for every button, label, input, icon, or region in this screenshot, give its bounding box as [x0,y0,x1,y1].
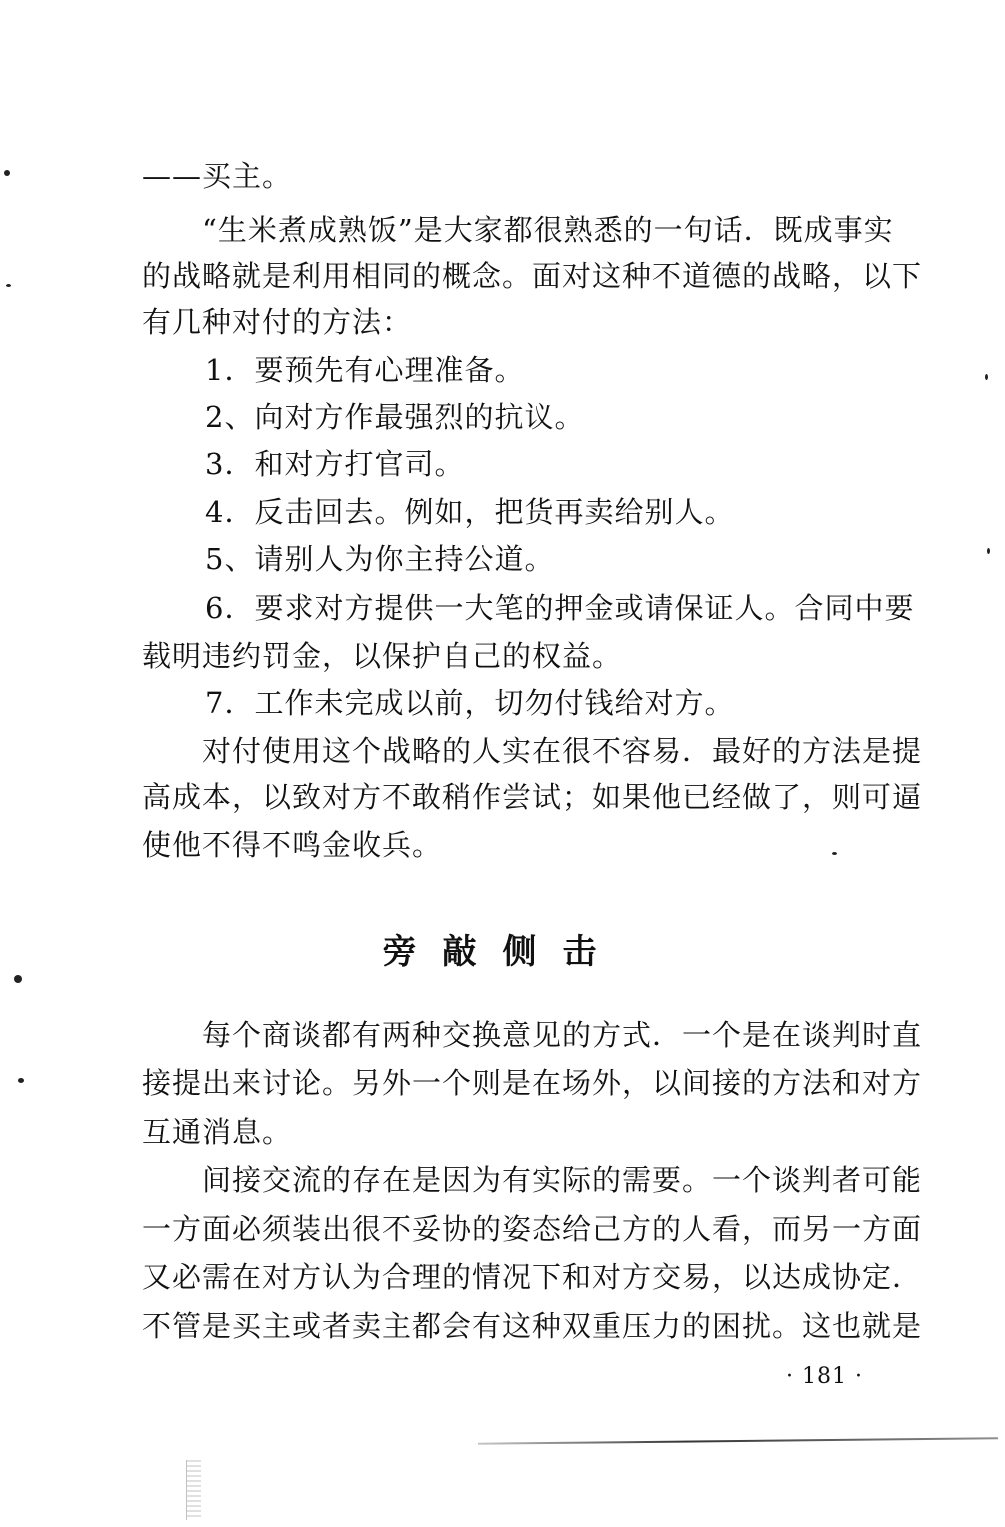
list-item: 1．要预先有心理准备。 [205,353,525,387]
text-line: 不管是买主或者卖主都会有这种双重压力的困扰。这也就是 [142,1309,923,1343]
text-line: “生米煮成熟饭”是大家都很熟悉的一句话．既成事实 [202,213,894,247]
text-line: 间接交流的存在是因为有实际的需要。一个谈判者可能 [202,1163,923,1197]
scan-edge-mark [186,1460,201,1520]
text-line: 高成本，以致对方不敢稍作尝试；如果他已经做了，则可逼 [142,780,923,814]
section-title: 旁敲侧击 [382,932,623,972]
list-item: 2、向对方作最强烈的抗议。 [205,400,585,434]
text-line: ——买主。 [142,159,293,193]
scan-speck [6,284,11,287]
text-line: 每个商谈都有两种交换意见的方式．一个是在谈判时直 [202,1018,923,1052]
scan-speck [14,975,22,983]
list-item: 7．工作未完成以前，切勿付钱给对方。 [205,686,735,720]
text-line: 接提出来讨论。另外一个则是在场外，以间接的方法和对方 [142,1066,923,1100]
scan-edge-line [478,1437,998,1444]
text-line: 载明违约罚金，以保护自己的权益。 [142,639,623,673]
text-line: 使他不得不鸣金收兵。 [142,828,443,862]
text-line: 又必需在对方认为合理的情况下和对方交易，以达成协定． [142,1260,923,1294]
text-line: 的战略就是利用相同的概念。面对这种不道德的战略，以下 [142,259,923,293]
list-item: 3．和对方打官司。 [205,447,465,481]
page-number: · 181 · [786,1364,863,1389]
scan-speck [832,852,837,855]
text-line: 对付使用这个战略的人实在很不容易．最好的方法是提 [202,734,923,768]
scan-speck [985,374,988,380]
scan-speck [987,548,990,554]
text-line: 互通消息。 [142,1115,293,1149]
list-item: 4．反击回去。例如，把货再卖给别人。 [205,495,735,529]
text-line: 一方面必须装出很不妥协的姿态给己方的人看，而另一方面 [142,1212,923,1246]
list-item: 6．要求对方提供一大笔的押金或请保证人。合同中要 [205,591,915,625]
text-line: 有几种对付的方法： [142,305,413,339]
scan-speck [4,170,10,176]
scan-speck [18,1078,24,1083]
list-item: 5、请别人为你主持公道。 [205,542,555,576]
